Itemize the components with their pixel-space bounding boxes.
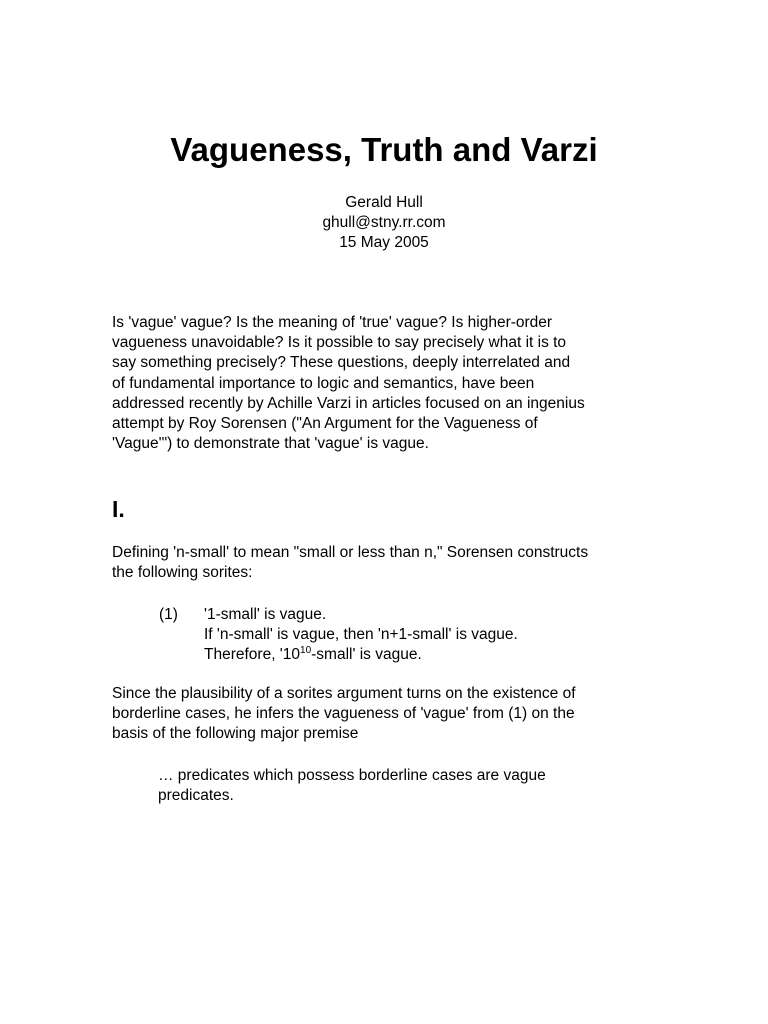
author-email: ghull@stny.rr.com <box>322 214 446 231</box>
conclusion-suffix: -small' is vague. <box>311 646 422 663</box>
defining-paragraph <box>112 543 672 583</box>
paragraph-line: Since the plausibility of a sorites argument turns on the existence of <box>112 685 576 702</box>
block-quote <box>158 766 638 806</box>
abstract-paragraph <box>112 313 672 454</box>
sorites-premise-1: '1-small' is vague. <box>204 606 327 623</box>
conclusion-prefix: Therefore, '10 <box>204 646 301 663</box>
paragraph-line: the following sorites: <box>112 564 253 582</box>
sorites-number: (1) <box>159 606 178 623</box>
quote-line: … predicates which possess borderline cases are vague <box>158 767 546 784</box>
quote-line: predicates. <box>158 787 234 805</box>
sorites-conclusion <box>204 645 422 665</box>
author-name: Gerald Hull <box>345 194 423 211</box>
abstract-line: 'Vague'") to demonstrate that 'vague' is vague. <box>112 435 429 453</box>
paragraph-line: borderline cases, he infers the vagueness of 'vague' from (1) on the <box>112 705 575 723</box>
document-title: Vagueness, Truth and Varzi <box>170 131 598 168</box>
section-heading: I. <box>112 496 125 522</box>
paragraph-line: basis of the following major premise <box>112 725 359 743</box>
abstract-line: vagueness unavoidable? Is it possible to say precisely what it is to <box>112 334 567 352</box>
sorites-premise-2: If 'n-small' is vague, then 'n+1-small' is vague. <box>204 626 518 643</box>
abstract-line: attempt by Roy Sorensen ("An Argument for the Vagueness of <box>112 415 538 433</box>
abstract-line: addressed recently by Achille Varzi in articles focused on an ingenius <box>112 394 585 412</box>
since-paragraph <box>112 684 672 745</box>
paragraph-line: Defining 'n-small' to mean "small or less than n," Sorensen constructs <box>112 544 589 561</box>
conclusion-exponent: 10 <box>300 645 312 656</box>
document-date: 15 May 2005 <box>339 234 429 251</box>
abstract-line: say something precisely? These questions, deeply interrelated and <box>112 354 571 372</box>
abstract-line: Is 'vague' vague? Is the meaning of 'true' vague? Is higher-order <box>112 314 553 331</box>
abstract-line: of fundamental importance to logic and semantics, have been <box>112 374 535 392</box>
